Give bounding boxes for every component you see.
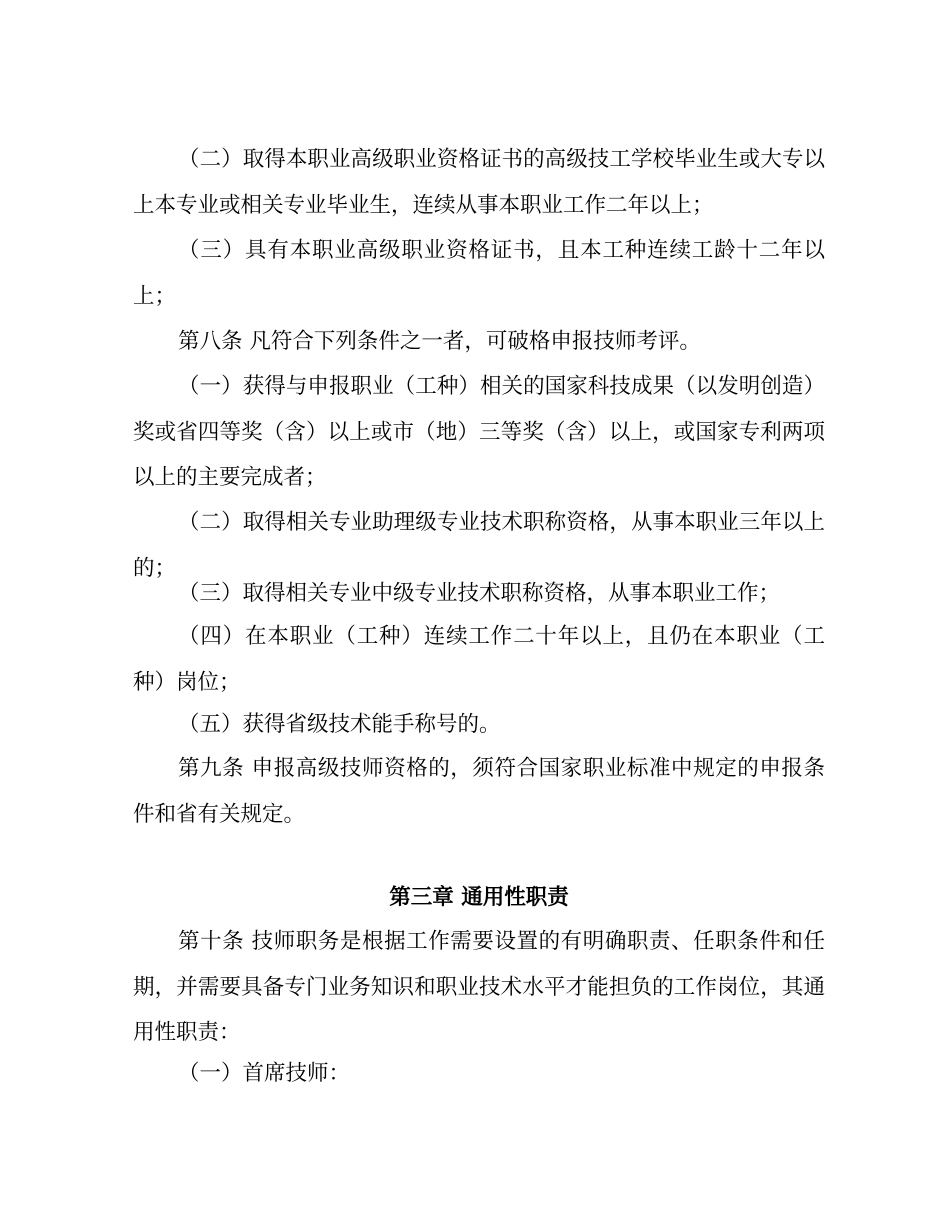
paragraph-article-8: 第八条 凡符合下列条件之一者，可破格申报技师考评。 — [178, 329, 701, 354]
paragraph-article-9: 第九条 申报高级技师资格的，须符合国家职业标准中规定的申报条件和省有关规定。 — [133, 756, 825, 827]
paragraph-5: （三）取得相关专业中级专业技术职称资格，从事本职业工作； — [178, 581, 781, 606]
paragraph-article-10: 第十条 技师职务是根据工作需要设置的有明确职责、任职条件和任期，并需要具备专门业务知识和职业技术水平才能担负的工作岗位，其通用性职责： — [133, 929, 825, 1045]
paragraph-7: （五）获得省级技术能手称号的。 — [178, 712, 501, 737]
chapter-heading: 第三章 通用性职责 — [389, 885, 569, 910]
paragraph-6: （四）在本职业（工种）连续工作二十年以上，且仍在本职业（工种）岗位； — [133, 624, 825, 695]
paragraph-2: （三）具有本职业高级职业资格证书，且本工种连续工龄十二年以上； — [133, 238, 825, 309]
paragraph-1: （二）取得本职业高级职业资格证书的高级技工学校毕业生或大专以上本专业或相关专业毕业生，连续从事本职业工作二年以上； — [133, 147, 825, 218]
paragraph-3: （一）获得与申报职业（工种）相关的国家科技成果（以发明创造）奖或省四等奖（含）以上或市（地）三等奖（含）以上，或国家专利两项以上的主要完成者； — [133, 374, 825, 490]
paragraph-chief-technician: （一）首席技师： — [178, 1061, 351, 1086]
paragraph-4: （二）取得相关专业助理级专业技术职称资格，从事本职业三年以上的； — [133, 510, 825, 581]
